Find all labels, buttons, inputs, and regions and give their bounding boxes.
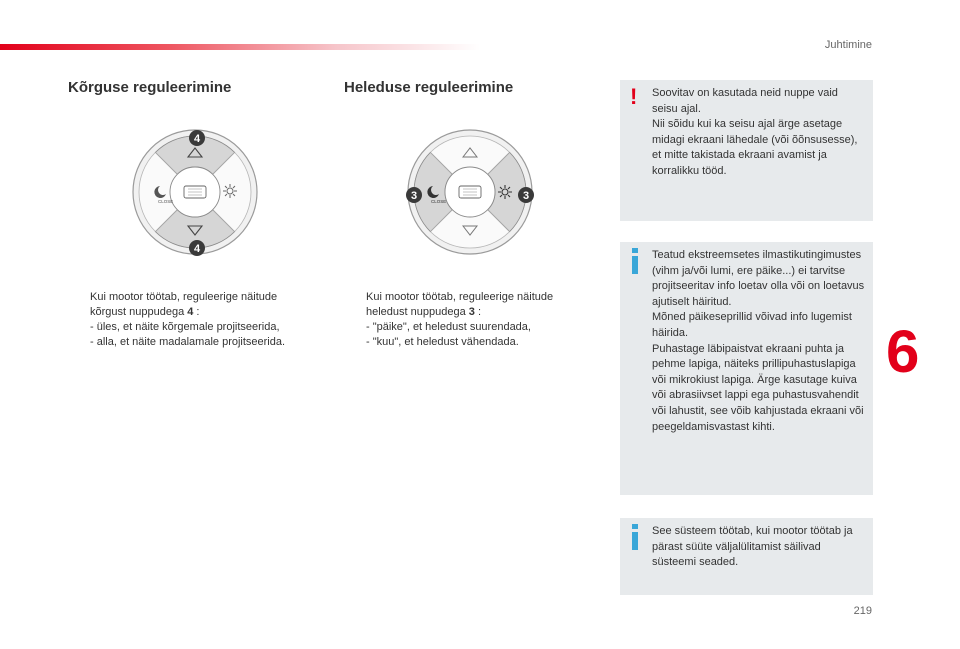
brightness-instructions xyxy=(346,290,586,350)
info-note-settings xyxy=(620,518,873,595)
list-item: - üles, et näite kõrgemale projitseerida, xyxy=(90,321,280,333)
list-item: - "kuu", et heledust vähendada. xyxy=(366,336,519,348)
height-control-pad-figure xyxy=(130,127,260,257)
svg-text:4: 4 xyxy=(193,243,201,255)
note-paragraph: Soovitav on kasutada neid nuppe vaid seisu ajal. xyxy=(652,87,838,115)
height-intro: Kui mootor töötab, reguleerige näitude kõrgust nuppudega 4 : xyxy=(90,291,278,318)
button-reference: 4 xyxy=(187,306,194,318)
chapter-number: 6 xyxy=(886,318,920,385)
list-item: - "päike", et heledust suurendada, xyxy=(366,321,531,333)
section-name: Juhtimine xyxy=(824,39,872,51)
svg-text:3: 3 xyxy=(410,190,418,202)
info-icon xyxy=(630,248,640,274)
info-icon xyxy=(630,524,640,550)
warning-note xyxy=(620,80,873,221)
close-label: CLOSE xyxy=(158,199,174,204)
svg-text:3: 3 xyxy=(522,190,530,202)
button-reference: 3 xyxy=(468,306,475,318)
close-label: CLOSE xyxy=(431,199,447,204)
height-instructions xyxy=(70,290,310,350)
note-paragraph: Puhastage läbipaistvat ekraani puhta ja pehme lapiga, näiteks prillipuhastuslapiga või mikrokiust lapiga. Ärge kasutage kuiva või abrasiivset lappi ega puhastusvahendit või lahustit, see võib kahjustada ekraani või peegeldamisvastast kihti. xyxy=(652,342,864,433)
height-adjustment-heading: Kõrguse reguleerimine xyxy=(68,79,232,96)
list-item: - alla, et näite madalamale projitseerida. xyxy=(90,336,286,348)
brightness-intro: Kui mootor töötab, reguleerige näitude heledust nuppudega 3 : xyxy=(366,291,554,318)
note-paragraph: Teatud ekstreemsetes ilmastikutingimustes (vihm ja/või lumi, ere päike...) ei tarvitse projitseeritav info loetav olla või on loetavus ajutiselt häiritud. xyxy=(652,249,865,308)
note-paragraph: See süsteem töötab, kui mootor töötab ja pärast süüte väljalülitamist säilivad süsteemi seaded. xyxy=(652,525,853,569)
note-paragraph: Mõned päikeseprillid võivad info lugemist häirida. xyxy=(652,311,852,339)
note-paragraph: Nii sõidu kui ka seisu ajal ärge asetage midagi ekraani lähedale (või õõnsusesse), et mitte takistada ekraani avamist ja korralikku tööd. xyxy=(652,118,858,177)
brightness-control-pad-figure xyxy=(405,127,535,257)
top-accent-bar xyxy=(0,44,480,50)
page-number: 219 xyxy=(853,605,872,617)
svg-text:4: 4 xyxy=(193,133,201,145)
info-note-visibility xyxy=(620,242,873,495)
warning-icon: ! xyxy=(630,84,638,109)
brightness-adjustment-heading: Heleduse reguleerimine xyxy=(344,79,514,96)
